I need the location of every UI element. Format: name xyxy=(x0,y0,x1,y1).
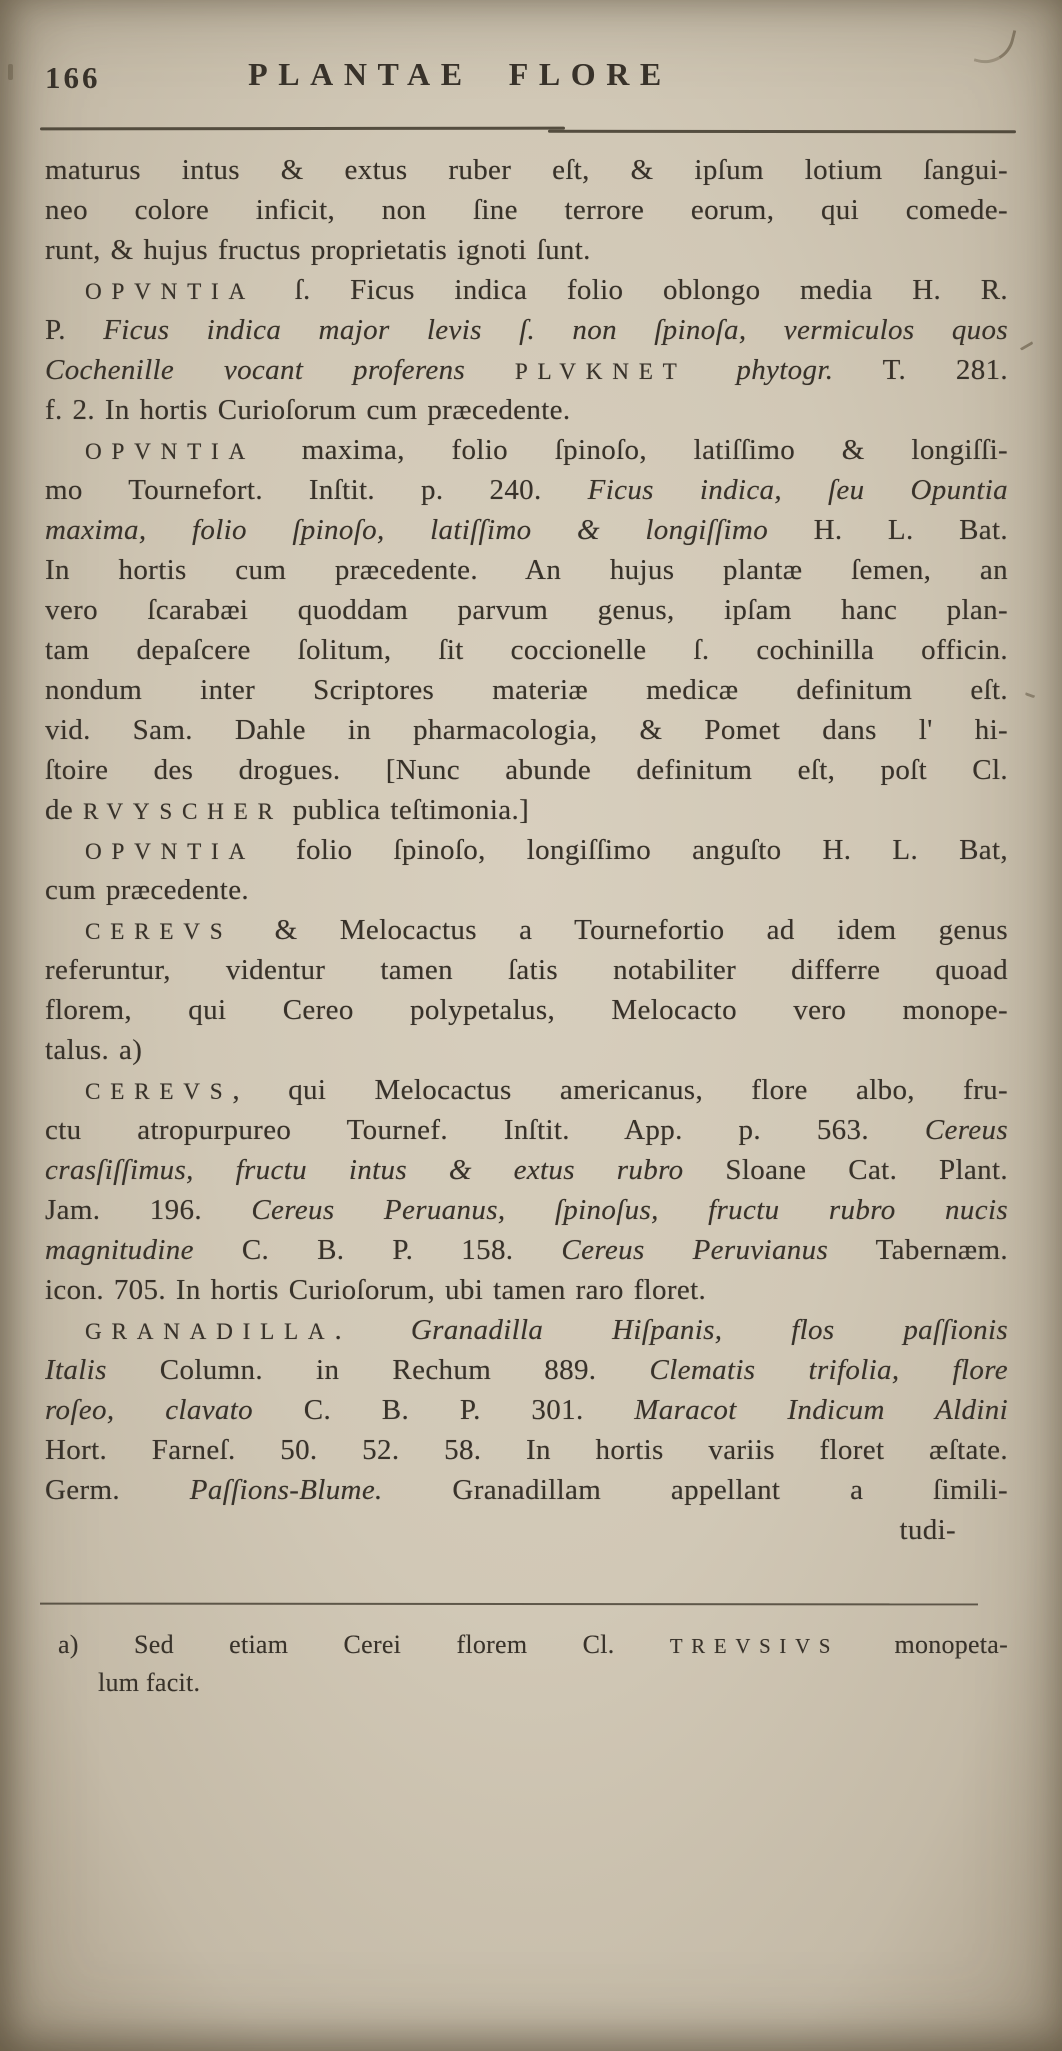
text-run: H. L. Bat. xyxy=(768,514,1008,546)
text-line xyxy=(45,1390,1008,1430)
text-line xyxy=(45,510,1008,550)
text-line xyxy=(45,1070,1008,1110)
text-line xyxy=(45,830,1008,870)
italic-text-run: Paſſions-Blume. xyxy=(189,1474,383,1506)
text-line xyxy=(45,1230,1008,1270)
text-run: T. 281. xyxy=(833,354,1008,386)
footnote-text xyxy=(58,1626,1008,1702)
text-line xyxy=(45,950,1008,990)
header-rule xyxy=(40,127,565,131)
text-line xyxy=(45,870,1008,910)
paragraph xyxy=(45,270,1008,430)
smallcaps-text-run: RVYSCHER xyxy=(83,799,283,825)
text-run: Jam. 196. xyxy=(45,1194,252,1226)
smallcaps-text-run: CEREVS xyxy=(85,919,233,945)
text-run: neo colore inficit, non ſine terrore eorum, qui comede- xyxy=(45,194,1008,226)
smallcaps-text-run: OPVNTIA xyxy=(85,439,255,465)
italic-text-run: phytogr. xyxy=(686,354,834,386)
text-run: vero ſcarabæi quoddam parvum genus, ipſam hanc plan- xyxy=(45,594,1008,626)
body-paragraphs xyxy=(45,150,1008,1510)
text-run: folio ſpinoſo, longiſſimo anguſto H. L. Bat, xyxy=(254,834,1008,866)
text-run: de xyxy=(45,794,83,826)
italic-text-run: maxima, folio ſpinoſo, latiſſimo & longiſſimo xyxy=(45,514,769,546)
running-title: PLANTAE FLORE xyxy=(248,56,672,92)
text-run: runt, & hujus fructus proprietatis ignoti ſunt. xyxy=(45,234,591,266)
paragraph xyxy=(45,910,1008,1070)
text-line xyxy=(45,630,1008,670)
text-line xyxy=(45,790,1008,830)
catchword-line xyxy=(45,1510,1008,1550)
text-run: vid. Sam. Dahle in pharmacologia, & Pomet dans l' hi- xyxy=(45,714,1008,746)
text-run: Column. in Rechum 889. xyxy=(106,1354,650,1386)
text-line xyxy=(45,910,1008,950)
text-run: maturus intus & extus ruber eſt, & ipſum lotium ſangui- xyxy=(45,154,1008,186)
text-line xyxy=(58,1626,1008,1664)
footnote-rule xyxy=(40,1603,978,1606)
catchword: tudi- xyxy=(899,1514,956,1546)
text-run: ctu atropurpureo Tournef. Inſtit. App. p. 563. xyxy=(45,1114,925,1146)
text-run: publica teſtimonia.] xyxy=(282,794,530,826)
text-line xyxy=(45,310,1008,350)
text-run: florem, qui Cereo polypetalus, Melocacto vero monope- xyxy=(45,994,1008,1026)
text-run: cum præcedente. xyxy=(45,874,250,906)
text-line xyxy=(45,1350,1008,1390)
italic-text-run: roſeo, clavato xyxy=(45,1394,254,1426)
text-line xyxy=(45,1270,1008,1310)
text-run: C. B. P. 301. xyxy=(253,1394,635,1426)
italic-text-run: Maracot Indicum Aldini xyxy=(634,1394,1008,1426)
smallcaps-text-run: OPVNTIA xyxy=(85,839,255,865)
text-run: Sloane Cat. Plant. xyxy=(683,1154,1008,1186)
text-run: referuntur, videntur tamen ſatis notabiliter differre quoad xyxy=(45,954,1008,986)
italic-text-run: Granadilla Hiſpanis, flos paſſionis xyxy=(410,1314,1008,1346)
italic-text-run: Ficus indica major levis ſ. non ſpinoſa, vermiculos quos xyxy=(103,314,1008,346)
paragraph xyxy=(45,150,1008,270)
italic-text-run: Cereus Peruvianus xyxy=(561,1234,829,1266)
text-line xyxy=(45,750,1008,790)
text-run: Hort. Farneſ. 50. 52. 58. In hortis variis floret æſtate. xyxy=(45,1434,1008,1466)
text-line xyxy=(45,1110,1008,1150)
italic-text-run: Clematis trifolia, flore xyxy=(649,1354,1008,1386)
text-run: talus. a) xyxy=(45,1034,143,1066)
text-line xyxy=(45,1150,1008,1190)
text-run: a) Sed etiam Cerei florem Cl. xyxy=(58,1630,670,1659)
scan-artifact xyxy=(1016,335,1033,351)
smallcaps-text-run: TREVSIVS xyxy=(669,1635,840,1658)
smallcaps-text-run: OPVNTIA xyxy=(85,279,255,305)
italic-text-run: Ficus indica, ſeu Opuntia xyxy=(587,474,1008,506)
text-line xyxy=(45,150,1008,190)
text-run: lum facit. xyxy=(98,1668,201,1697)
text-run: , qui Melocactus americanus, flore albo, fru- xyxy=(232,1074,1008,1106)
header-rule xyxy=(548,130,1016,133)
text-run: tam depaſcere ſolitum, ſit coccionelle ſ. cochinilla officin. xyxy=(45,634,1008,666)
text-line xyxy=(45,1310,1008,1350)
scan-artifact xyxy=(8,64,13,80)
paragraph xyxy=(45,1310,1008,1510)
text-line xyxy=(45,470,1008,510)
text-line xyxy=(45,1030,1008,1070)
text-run: & Melocactus a Tournefortio ad idem genus xyxy=(232,914,1008,946)
text-run: Tabernæm. xyxy=(828,1234,1008,1266)
text-run: nondum inter Scriptores materiæ medicæ definitum eſt. xyxy=(45,674,1008,706)
text-run: P. xyxy=(45,314,104,346)
smallcaps-text-run: CEREVS xyxy=(85,1079,233,1105)
smallcaps-text-run: PLVKNET xyxy=(514,359,687,385)
text-run: Germ. xyxy=(45,1474,190,1506)
text-run: mo Tournefort. Inſtit. p. 240. xyxy=(45,474,588,506)
text-run: ſtoire des drogues. [Nunc abunde definitum eſt, poſt Cl. xyxy=(45,754,1008,786)
text-line xyxy=(45,670,1008,710)
text-line xyxy=(45,390,1008,430)
text-line xyxy=(45,190,1008,230)
text-line xyxy=(58,1664,1008,1702)
text-run: f. 2. In hortis Curioſorum cum præcedente. xyxy=(45,394,571,426)
text-run: Granadillam appellant a ſimili- xyxy=(382,1474,1008,1506)
text-line xyxy=(45,550,1008,590)
text-line xyxy=(45,270,1008,310)
italic-text-run: crasſiſſimus, fructu intus & extus rubro xyxy=(45,1154,684,1186)
page-number: 166 xyxy=(45,60,101,95)
text-run: In hortis cum præcedente. An hujus plantæ ſemen, an xyxy=(45,554,1008,586)
text-line xyxy=(45,430,1008,470)
text-run: . xyxy=(334,1314,411,1346)
italic-text-run: Cereus xyxy=(924,1114,1008,1146)
text-line xyxy=(45,990,1008,1030)
text-run: C. B. P. 158. xyxy=(193,1234,562,1266)
text-line xyxy=(45,1430,1008,1470)
italic-text-run: Cochenille vocant proferens xyxy=(45,354,515,386)
page-header xyxy=(45,56,1014,104)
text-line xyxy=(45,710,1008,750)
smallcaps-text-run: GRANADILLA xyxy=(85,1319,335,1345)
text-line xyxy=(45,1470,1008,1510)
text-run: icon. 705. In hortis Curioſorum, ubi tamen raro floret. xyxy=(45,1274,707,1306)
footnote xyxy=(58,1626,1008,1702)
text-line xyxy=(45,350,1008,390)
text-line xyxy=(45,230,1008,270)
text-line xyxy=(45,590,1008,630)
text-run: maxima, folio ſpinoſo, latiſſimo & longiſſi- xyxy=(254,434,1008,466)
text-run: ſ. Ficus indica folio oblongo media H. R. xyxy=(254,274,1008,306)
scan-artifact xyxy=(1025,687,1037,699)
paragraph xyxy=(45,430,1008,830)
text-run: monopeta- xyxy=(839,1630,1008,1659)
italic-text-run: magnitudine xyxy=(45,1234,194,1266)
italic-text-run: Cereus Peruanus, ſpinoſus, fructu rubro nucis xyxy=(251,1194,1008,1226)
paragraph xyxy=(45,830,1008,910)
body-text xyxy=(45,150,1008,1550)
italic-text-run: Italis xyxy=(45,1354,107,1386)
text-line xyxy=(45,1190,1008,1230)
paragraph xyxy=(45,1070,1008,1310)
